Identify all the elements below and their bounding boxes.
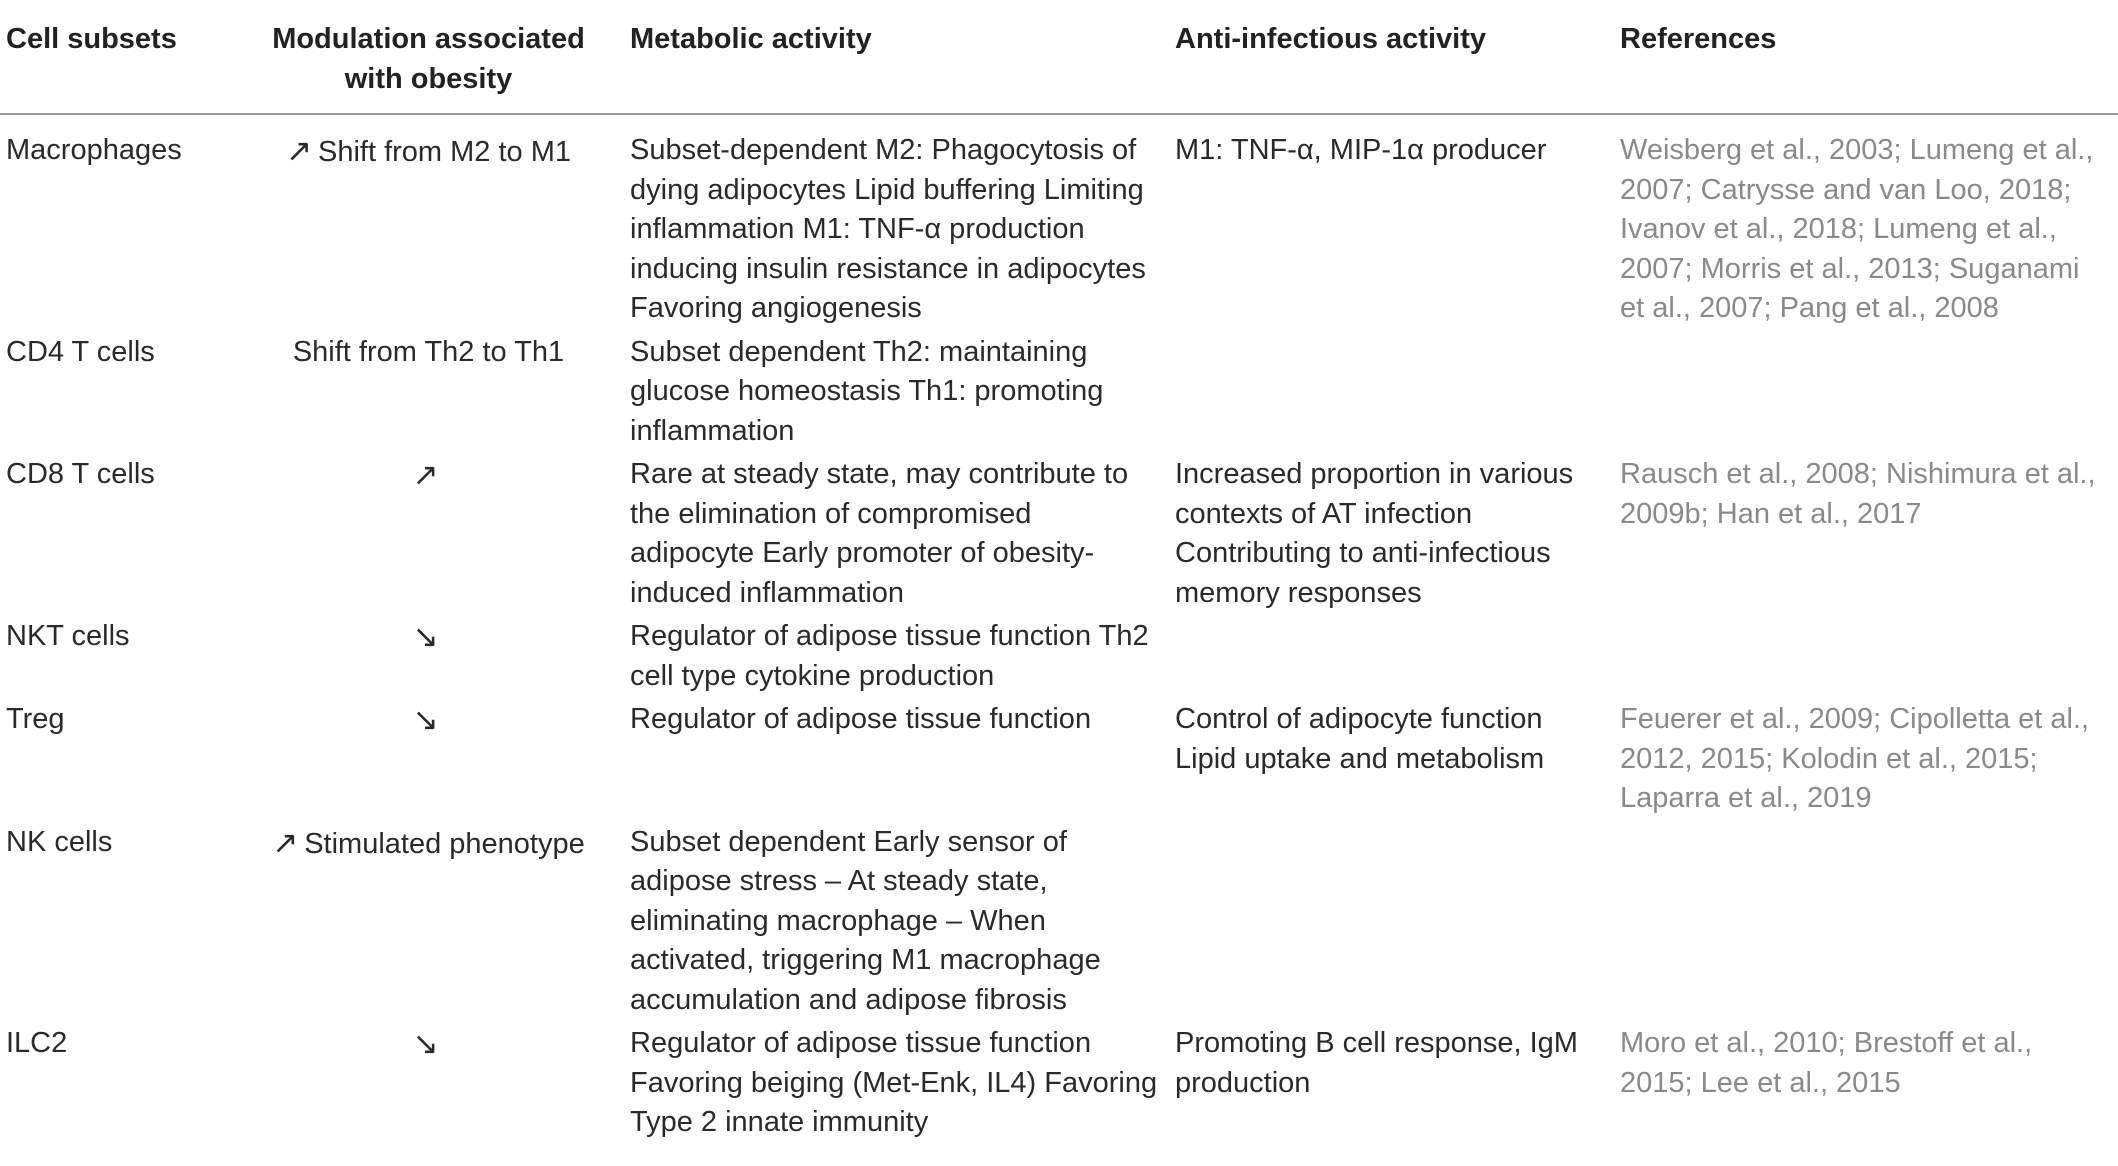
header-references: References [1614, 0, 2118, 114]
arrow-down-right-icon: ↘ [412, 702, 439, 737]
references-cell: Weisberg et al., 2003; Lumeng et al., 2007; Catrysse and van Loo, 2018; Ivanov et al., 2018; Lumeng et al., 2007; Morris et al., 2013; Suganami et al., 2007; Pang et al., 2008 [1620, 134, 2094, 324]
cell-subset: CD4 T cells [6, 335, 155, 368]
anti-infectious-cell [1169, 617, 1614, 700]
metabolic-activity-cell: Subset dependent Early sensor of adipose stress – At steady state, eliminating macrophage – When activated, triggering M1 macrophage accumulation and adipose fibrosis [630, 825, 1101, 1016]
table-row [0, 700, 2118, 823]
metabolic-activity-cell: Regulator of adipose tissue function Th2 cell type cytokine production [630, 620, 1149, 692]
modulation-cell [237, 617, 624, 700]
cell-subset: CD8 T cells [6, 458, 155, 490]
metabolic-activity-cell: Rare at steady state, may contribute to the elimination of compromised adipocyte Early promoter of obesity-induced inflammation [630, 458, 1129, 609]
modulation-text: Stimulated phenotype [304, 827, 585, 860]
arrow-up-right-icon: ↗ [272, 824, 299, 860]
metabolic-activity-cell: Subset-dependent M2: Phagocytosis of dying adipocytes Lipid buffering Limiting inflammation M1: TNF-α production inducing insulin resistance in adipocytes Favoring angiogenesis [630, 134, 1146, 324]
header-anti-infectious-activity: Anti-infectious activity [1169, 0, 1614, 114]
references-cell: Rausch et al., 2008; Nishimura et al., 2009b; Han et al., 2017 [1620, 458, 2096, 530]
cell-subset: Macrophages [6, 134, 182, 166]
table-row [0, 617, 2118, 700]
references-cell [1614, 617, 2118, 700]
cell-subset: NK cells [6, 825, 113, 858]
anti-infectious-cell [1169, 333, 1614, 456]
anti-infectious-cell: M1: TNF-α, MIP-1α producer [1175, 134, 1547, 166]
table-row [0, 114, 2118, 333]
anti-infectious-cell [1169, 823, 1614, 1025]
header-cell-subsets: Cell subsets [0, 0, 237, 114]
table-header-row [0, 0, 2118, 114]
header-modulation: Modulation associated with obesity [237, 0, 624, 114]
cell-subset: Treg [6, 703, 65, 735]
modulation-cell [237, 1024, 624, 1147]
metabolic-activity-cell: Subset dependent Th2: maintaining glucose homeostasis Th1: promoting inflammation [630, 335, 1104, 447]
cell-subset: NKT cells [6, 620, 130, 652]
modulation-cell [237, 455, 624, 617]
metabolic-activity-cell: Regulator of adipose tissue function [630, 703, 1092, 735]
references-cell: Moro et al., 2010; Brestoff et al., 2015; Lee et al., 2015 [1620, 1027, 2033, 1099]
header-metabolic-activity: Metabolic activity [624, 0, 1169, 114]
modulation-cell [237, 823, 624, 1025]
references-cell [1614, 823, 2118, 1025]
arrow-down-right-icon: ↘ [412, 619, 439, 654]
references-cell: Feuerer et al., 2009; Cipolletta et al., 2012, 2015; Kolodin et al., 2015; Laparra et al., 2019 [1620, 703, 2090, 814]
modulation-cell [237, 700, 624, 823]
cell-subset: ILC2 [6, 1027, 68, 1059]
anti-infectious-cell: Promoting B cell response, IgM production [1175, 1027, 1578, 1099]
arrow-down-right-icon: ↘ [412, 1026, 439, 1061]
metabolic-activity-cell: Regulator of adipose tissue function Favoring beiging (Met-Enk, IL4) Favoring Type 2 innate immunity [630, 1027, 1158, 1138]
references-cell [1614, 333, 2118, 456]
table-row [0, 455, 2118, 617]
modulation-text: Shift from Th2 to Th1 [292, 335, 565, 368]
anti-infectious-cell: Increased proportion in various contexts of AT infection Contributing to anti-infectious memory responses [1175, 458, 1574, 609]
modulation-cell [237, 333, 624, 456]
table-row [0, 823, 2118, 1025]
arrow-up-right-icon: ↗ [412, 457, 439, 492]
table-row [0, 1024, 2118, 1147]
arrow-up-right-icon: ↗ [286, 133, 312, 168]
modulation-cell [237, 114, 624, 333]
modulation-text: Shift from M2 to M1 [317, 136, 571, 168]
anti-infectious-cell: Control of adipocyte function Lipid uptake and metabolism [1175, 703, 1545, 775]
table-row [0, 333, 2118, 456]
